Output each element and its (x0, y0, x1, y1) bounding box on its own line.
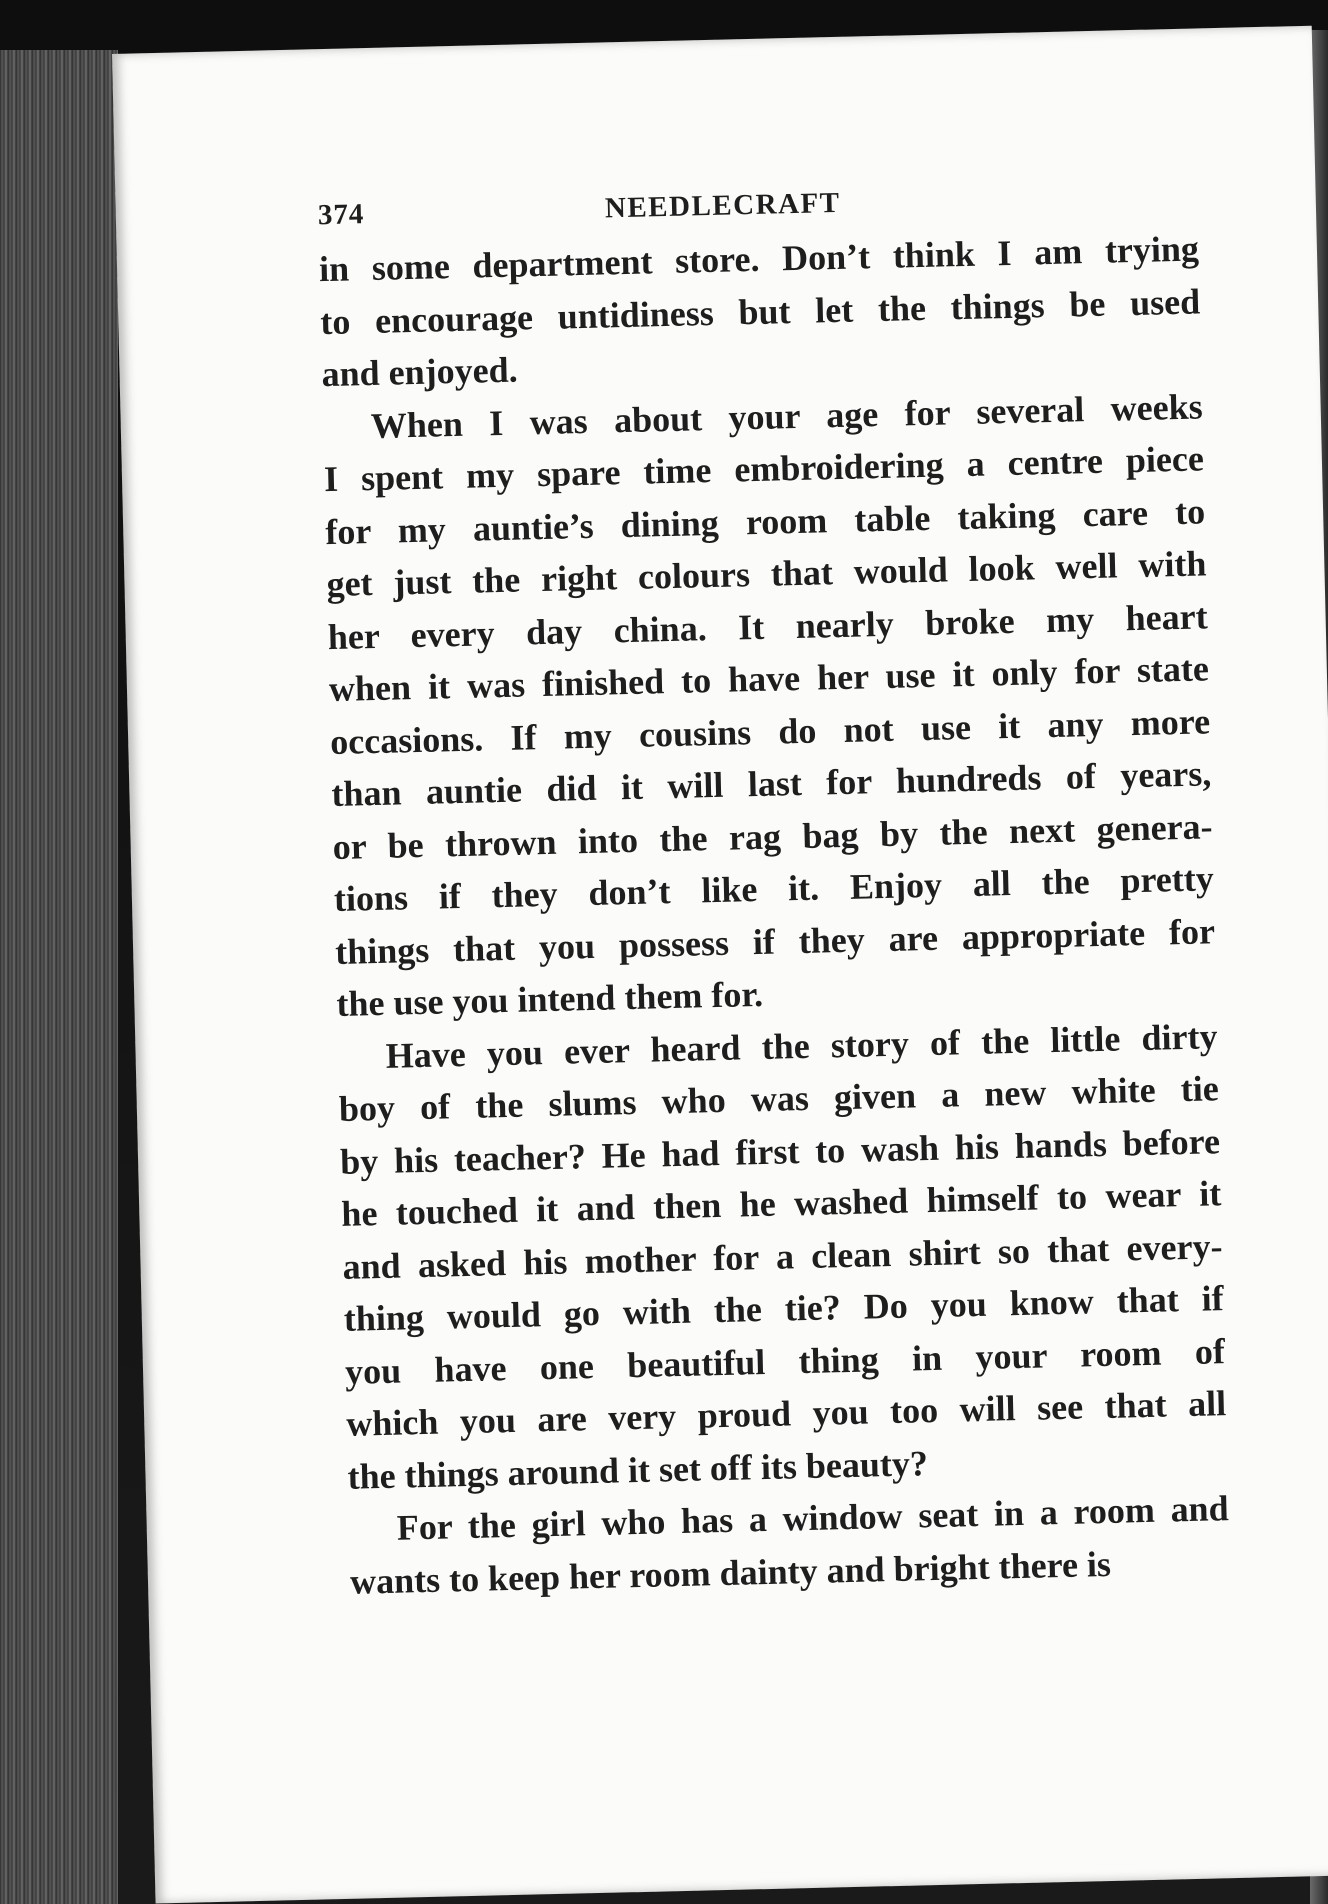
text-line: tions if they don’t like it. Enjoy all the pretty (333, 858, 1215, 919)
text-line: I spent my spare time embroidering a centre piece (323, 438, 1205, 500)
text-line: the use you intend them for. (335, 973, 764, 1024)
text-line: For the girl who has a window seat in a room and (396, 1488, 1230, 1548)
text-line: wants to keep her room dainty and bright there is (349, 1543, 1112, 1602)
body-text (319, 222, 1231, 1607)
paragraph (319, 222, 1202, 400)
text-line: for my auntie’s dining room table taking care to (324, 490, 1206, 552)
text-line: Have you ever heard the story of the little dirty (385, 1015, 1218, 1076)
text-line: he touched it and then he washed himself to wear it (340, 1173, 1222, 1234)
text-line: to encourage untidiness but let the things be used (319, 280, 1201, 342)
text-line: boy of the slums who was given a new white tie (338, 1068, 1220, 1129)
text-line: occasions. If my cousins do not use it any more (329, 700, 1211, 762)
paragraph (337, 1010, 1228, 1503)
text-line: and asked his mother for a clean shirt so that every- (342, 1225, 1223, 1287)
paragraph (322, 380, 1217, 1031)
text-line: and enjoyed. (321, 349, 519, 395)
text-line: thing would go with the tie? Do you know that if (343, 1278, 1225, 1339)
paragraph (348, 1482, 1230, 1608)
text-line: when it was finished to have her use it only for state (328, 648, 1210, 710)
text-line: get just the right colours that would look well with (326, 543, 1207, 605)
text-line: you have one beautiful thing in your room of (344, 1330, 1226, 1392)
book-page-edges (0, 50, 118, 1904)
text-line: in some department store. Don’t think I am trying (318, 228, 1200, 290)
text-line: which you are very proud you too will see that all (345, 1383, 1227, 1444)
text-line: things that you possess if they are appropriate for (334, 910, 1216, 972)
page-text-block (317, 178, 1230, 1607)
text-line: the things around it set off its beauty? (347, 1442, 929, 1497)
text-line: by his teacher? He had first to wash his hands before (339, 1120, 1221, 1182)
text-line: than auntie did it will last for hundreds of years, (331, 753, 1212, 815)
text-line: When I was about your age for several weeks (370, 385, 1204, 446)
book-page (112, 26, 1328, 1904)
running-title: NEEDLECRAFT (604, 186, 841, 225)
text-line: or be thrown into the rag bag by the next genera- (332, 805, 1213, 867)
text-line: her every day china. It nearly broke my heart (327, 595, 1209, 657)
page-number: 374 (317, 198, 365, 232)
